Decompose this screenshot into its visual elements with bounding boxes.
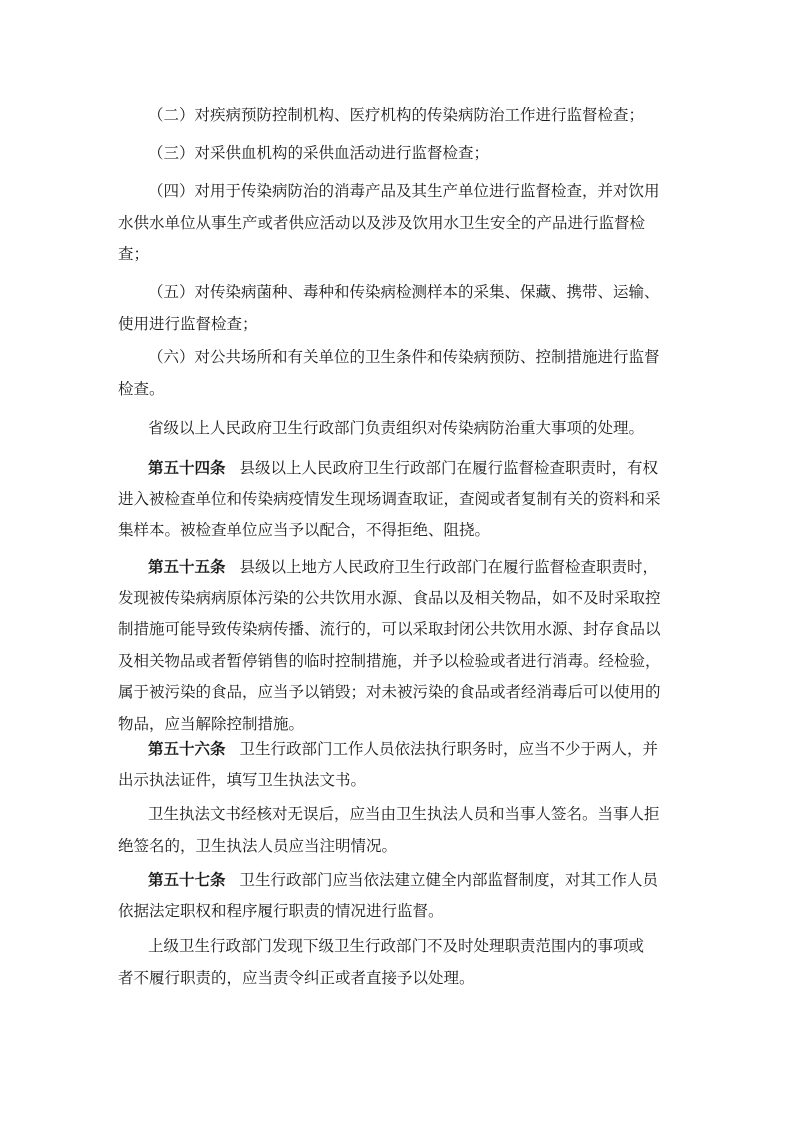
article-text: 卫生行政部门工作人员依法执行职务时，应当不少于两人，并 <box>239 740 659 758</box>
text-line: 者不履行职责的，应当责令纠正或者直接予以处理。 <box>118 968 475 987</box>
text-line: 依据法定职权和程序履行职责的情况进行监督。 <box>118 901 444 920</box>
text-line: （六）对公共场所和有关单位的卫生条件和传染病预防、控制措施进行监督 <box>148 348 660 366</box>
article-text: 卫生行政部门应当依法建立健全内部监督制度，对其工作人员 <box>239 871 659 889</box>
text-line: （三）对采供血机构的采供血活动进行监督检查； <box>148 144 490 162</box>
paragraph-item-2 <box>118 100 678 132</box>
article-text: 县级以上人民政府卫生行政部门在履行监督检查职责时，有权 <box>239 459 659 477</box>
article-number: 第五十六条 <box>148 739 226 758</box>
text-line: 查； <box>118 245 150 263</box>
text-line: 绝签名的，卫生执法人员应当注明情况。 <box>118 836 398 855</box>
paragraph-item-5 <box>118 277 678 340</box>
text-line: 集样本。被检查单位应当予以配合，不得拒绝、阻挠。 <box>118 521 491 539</box>
text-line: （四）对用于传染病防治的消毒产品及其生产单位进行监督检查，并对饮用 <box>148 182 660 200</box>
text-line: 出示执法证件，填写卫生执法文书。 <box>118 770 367 789</box>
text-line: 制措施可能导致传染病传播、流行的，可以采取封闭公共饮用水源、封存食品以 <box>118 620 661 638</box>
text-line <box>118 452 678 484</box>
article-55 <box>118 551 678 740</box>
article-number: 第五十五条 <box>148 557 226 576</box>
article-57 <box>118 864 678 927</box>
text-line: 检查。 <box>118 379 165 398</box>
text-line: 卫生执法文书经核对无误后，应当由卫生执法人员和当事人签名。当事人拒 <box>148 805 660 823</box>
article-54 <box>118 452 678 547</box>
text-line: 属于被污染的食品，应当予以销毁；对未被污染的食品或者经消毒后可以使用的 <box>118 683 661 701</box>
text-line <box>118 551 678 583</box>
text-line: 上级卫生行政部门发现下级卫生行政部门不及时处理职责范围内的事项或 <box>148 937 645 955</box>
text-line: 使用进行监督检查； <box>118 314 258 333</box>
text-line: 进入被检查单位和传染病疫情发生现场调查取证，查阅或者复制有关的资料和采 <box>118 489 661 508</box>
article-number: 第五十四条 <box>148 458 226 477</box>
text-line: （二）对疾病预防控制机构、医疗机构的传染病防治工作进行监督检查； <box>148 106 645 124</box>
text-line <box>118 864 678 896</box>
article-56 <box>118 733 678 796</box>
article-number: 第五十七条 <box>148 870 226 889</box>
text-line: 物品，应当解除控制措施。 <box>118 714 305 733</box>
article-text: 县级以上地方人民政府卫生行政部门在履行监督检查职责时， <box>239 558 659 576</box>
text-line: 发现被传染病病原体污染的公共饮用水源、食品以及相关物品，如不及时采取控 <box>118 588 661 607</box>
text-line <box>118 733 678 765</box>
paragraph-article-56-sign <box>118 799 678 862</box>
paragraph-item-4 <box>118 176 678 271</box>
text-line: 水供水单位从事生产或者供应活动以及涉及饮用水卫生安全的产品进行监督检 <box>118 213 646 232</box>
text-line: 及相关物品或者暂停销售的临时控制措施，并予以检验或者进行消毒。经检验， <box>118 651 661 670</box>
text-line: 省级以上人民政府卫生行政部门负责组织对传染病防治重大事项的处理。 <box>148 419 645 437</box>
paragraph-article-57-upper <box>118 931 678 994</box>
text-line: （五）对传染病菌种、毒种和传染病检测样本的采集、保藏、携带、运输、 <box>148 283 660 301</box>
paragraph-item-6 <box>118 342 678 405</box>
paragraph-provincial <box>118 413 678 445</box>
paragraph-item-3 <box>118 138 678 170</box>
